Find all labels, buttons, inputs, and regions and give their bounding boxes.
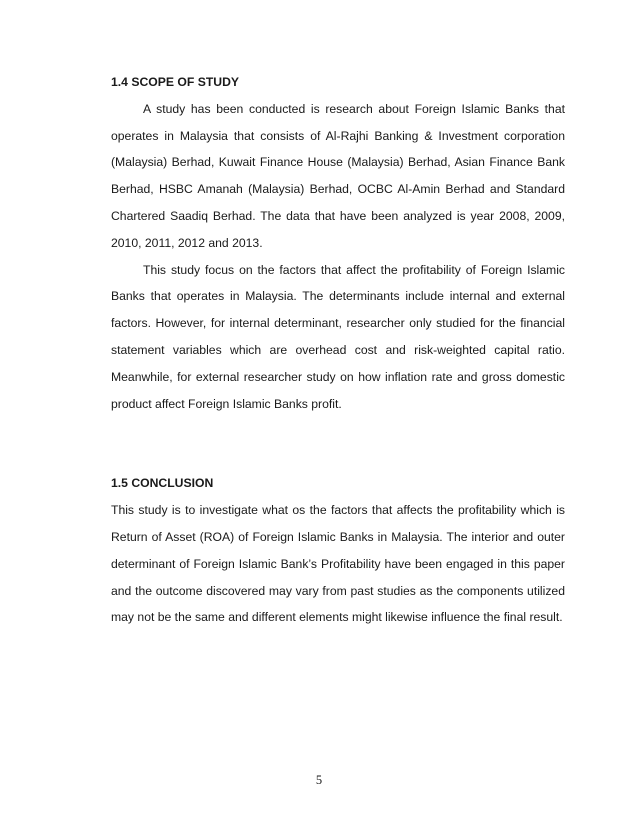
scope-paragraph-1: A study has been conducted is research about Foreign Islamic Banks that operates in Malaysia that consists of Al-Rajhi Banking & Investment corporation (Malaysia) Berhad, Kuwait Finance House (Malaysia) Berhad, Asian Finance Bank Berhad, HSBC Amanah (Malaysia) Berhad, OCBC Al-Amin Berhad and Standard Chartered Saadiq Berhad. The data that have been analyzed is year 2008, 2009, 2010, 2011, 2012 and 2013. <box>111 101 565 250</box>
conclusion-paragraph: This study is to investigate what os the factors that affects the profitability which is Return of Asset (ROA) of Foreign Islamic Banks in Malaysia. The interior and outer determinant of Foreign Islamic Bank’s Profitability have been engaged in this paper and the outcome discovered may vary from past studies as the components utilized may not be the same and different elements might likewise influence the final result. <box>111 503 565 625</box>
scope-paragraph-2: This study focus on the factors that affect the profitability of Foreign Islamic Banks that operates in Malaysia. The determinants include internal and external factors. However, for internal determinant, researcher only studied for the financial statement variables which are overhead cost and risk-weighted capital ratio. Meanwhile, for external researcher study on how inflation rate and gross domestic product affect Foreign Islamic Banks profit. <box>111 262 565 411</box>
page-number: 5 <box>315 773 323 787</box>
conclusion-heading: 1.5 CONCLUSION <box>111 476 214 491</box>
scope-heading: 1.4 SCOPE OF STUDY <box>111 75 239 89</box>
section-spacer <box>111 417 565 470</box>
page-content <box>111 69 565 631</box>
